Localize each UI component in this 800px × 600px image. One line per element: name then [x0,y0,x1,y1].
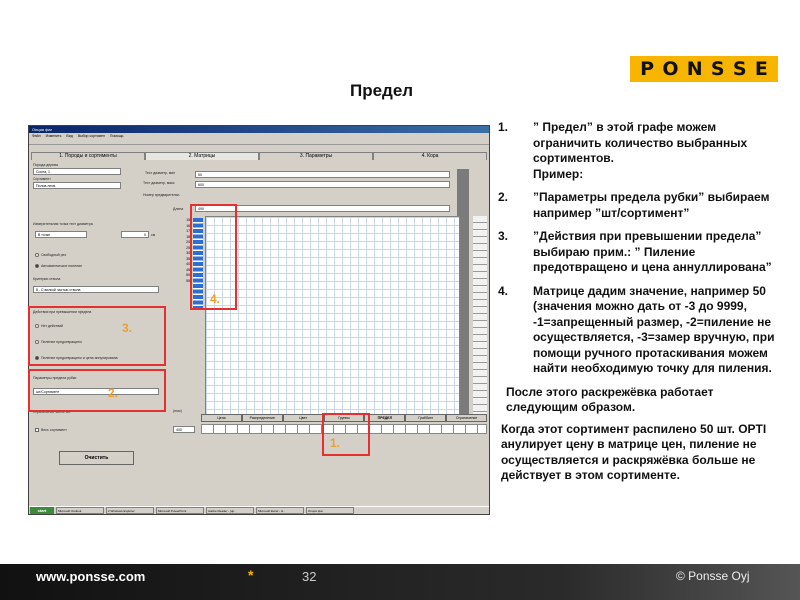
taskbar-item[interactable]: 2 Windows Explorer [106,507,154,514]
item-text: ” Предел” в этой графе можем ограничить количество выбранных сортиментов. [533,120,748,165]
instruction-item [498,190,783,221]
taskbar-item[interactable]: Microsoft Outlook [56,507,104,514]
paragraph-2 [498,422,783,484]
test-dmin-label: Тест диаметр, мин [145,171,176,175]
measure-label: Измерительная точка тест диаметра [33,222,93,226]
right-values-column [473,216,487,416]
test-dmax-input[interactable]: 600 [195,181,450,188]
row-label: 250 [186,245,192,250]
row-label: 180 [186,234,192,239]
measure-input[interactable]: 0 [121,231,149,238]
marker-3: 3. [122,321,133,335]
marker-1: 1. [330,436,341,450]
instruction-item [498,229,783,276]
radio-prevent-cancel-label: Пиление предотвращено и цена аннулирована [41,356,118,360]
logo-letter: P [640,58,655,80]
taskbar [29,506,490,514]
tab-restriction[interactable]: Ограничение [446,414,487,422]
footer-url[interactable]: www.ponsse.com [36,569,146,584]
row-label: 160 [186,223,192,228]
tab-limit[interactable]: ПРЕДЕЛ [364,414,405,422]
measure-unit: см [151,233,156,237]
highlight-box-2 [28,369,166,412]
taskbar-item[interactable]: Microsoft PowerPoint [156,507,204,514]
instruction-item [498,284,783,377]
menu-item[interactable]: Помощь [109,134,124,138]
row-label: 550 [186,278,192,283]
item-number: 3. [498,229,509,243]
sortiment-label: Сортимент [33,177,51,181]
test-dmin-input[interactable]: 50 [195,171,450,178]
tab-species[interactable]: 1. Породы и сортименты [31,152,145,160]
slide-title: Предел [350,81,414,100]
start-button[interactable]: start [30,507,54,514]
row-label: 500 [186,273,192,277]
tab-matrices[interactable]: 2. Матрицы [145,152,259,160]
whole-sortiment-label: Весь сортимент [41,428,67,432]
tab-parameters[interactable]: 3. Параметры [259,152,373,160]
row-label: 170 [186,229,192,233]
row-label: 150 [186,218,192,222]
toolbar [29,139,489,145]
marker-2: 2. [108,386,119,400]
radio-auto-label: Автоматическое пиление [41,264,83,268]
whole-sortiment-checkbox[interactable] [35,428,39,432]
footer-marker: * [248,567,254,583]
logo-letter: S [710,58,725,80]
paragraph-2-text: Когда этот сортимент распилено 50 шт. OPTI анулирует цену в матрице цен, пиление не осуществляется и раскряжёвка больше не действует в этом сортименте. [501,421,767,482]
window-titlebar: Опция фаг [29,126,489,133]
paragraph-1 [498,385,783,416]
item-number: 1. [498,120,509,134]
item-number: 4. [498,283,509,298]
instruction-item [498,120,783,182]
tab-grabbing[interactable]: Граббинг [405,414,446,422]
action-label: Действия при превышении предела [33,310,92,314]
marker-4: 4. [210,292,221,306]
copyright: © Ponsse Oyj [676,569,750,583]
row-label: 350 [186,256,192,261]
row-label: 450 [186,267,192,272]
params-select[interactable]: шт/Сортимент [33,388,159,395]
test-dmax-label: Тест диаметр, макс [143,181,175,185]
highlight-box-3 [28,306,166,366]
taskbar-item[interactable]: Adobe Reader - [up.. [206,507,254,514]
tab-strip [31,152,487,160]
menu-item[interactable]: Файл [32,134,41,138]
sortiment-select[interactable]: Пилов.лесв. [33,182,121,189]
criteria-label: Критерии ствола [33,277,61,281]
tree-select[interactable]: Сосна, 1 [33,168,121,175]
tab-color[interactable]: Цвет [283,414,324,422]
logo-letter: N [686,58,703,80]
pred-label: Номер предварительн. [143,193,181,197]
tab-distribution[interactable]: Распределение [242,414,283,422]
taskbar-item[interactable]: Опция фаг [306,507,354,514]
radio-auto[interactable] [35,264,39,268]
menu-item[interactable]: Вид [66,134,73,138]
row-label: 300 [186,251,192,255]
length-label: Длина [173,207,184,211]
radio-free[interactable] [35,253,39,257]
item-text: ”Действия при превышении предела” выбираю прим.: ” Пиление предотвращено и цена аннуллирована” [533,229,772,274]
paragraph-1-text: После этого раскрежёвка работает следующим образом. [506,384,714,414]
radio-no-action-label: Нет действий [41,324,63,328]
radio-free-label: Свободный рез [41,253,67,257]
logo-letter: E [754,58,768,80]
matrix-grid[interactable] [205,216,460,420]
item-extra: Пример: [533,166,584,181]
instructions [498,120,783,490]
params-label: Параметры предела рубки [33,376,77,380]
max-input[interactable]: 400 [173,426,195,433]
radio-prevent-label: Пиление предотвращено [41,340,82,344]
taskbar-item[interactable]: Microsoft Excel - H.. [256,507,304,514]
tab-price[interactable]: Цена [201,414,242,422]
clear-button[interactable]: Очистить [59,451,134,465]
page-number: 32 [302,569,317,584]
logo-letter: O [662,58,679,80]
menu-item[interactable]: Изменить [45,134,62,138]
ponsse-logo [630,56,778,82]
logo-letter: S [732,58,747,80]
tab-bark[interactable]: 4. Кора [373,152,487,160]
tree-label: Порода дерева [33,163,58,167]
footer [0,564,800,600]
measure-select[interactable]: В точке [35,231,87,238]
row-label: 200 [186,240,192,244]
item-number: 2. [498,190,509,204]
item-text: Матрице дадим значение, например 50 (значения можно дать от -3 до 9999, -1=запрещенный размер, -2=пиление не осуществляется, -3=замер вручную, при помощи ручного протаскивания можем найти необходимую точку для пиления. [533,283,775,375]
row-label: 400 [186,262,192,266]
item-text: ”Параметры предела рубки” выбираем например ”шт/сортимент” [533,190,770,220]
limit-label: Ограничение числе шт. [33,410,71,414]
tab-groups[interactable]: Группы [324,414,365,422]
max-label: (max) [173,409,182,413]
menu-item[interactable]: Выбор сортимен [77,134,105,138]
length-input[interactable]: 490 [195,205,450,212]
criteria-select[interactable]: 8 - С вилкой частью ствола [33,286,159,293]
